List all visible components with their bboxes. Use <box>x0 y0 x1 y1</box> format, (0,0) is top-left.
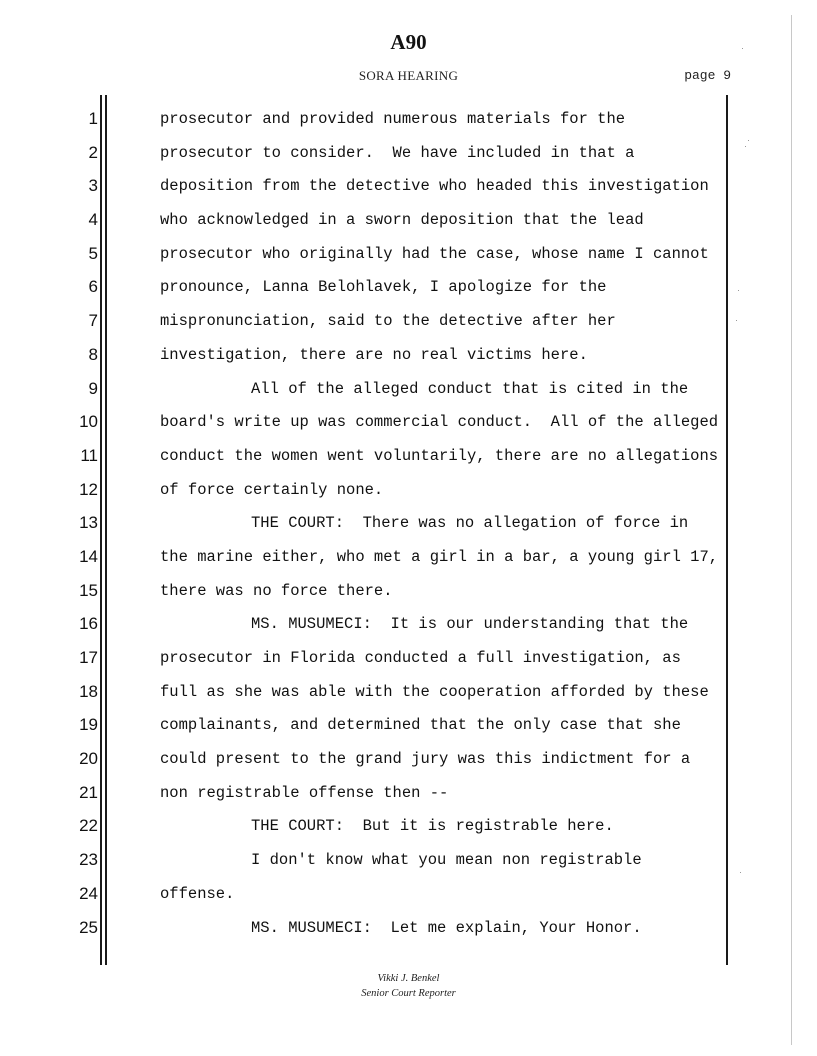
transcript-line: deposition from the detective who headed this investigation <box>160 177 709 196</box>
transcript-line: full as she was able with the cooperation afforded by these <box>160 682 709 701</box>
line-number: 2 <box>88 142 98 162</box>
line-number: 19 <box>79 715 98 735</box>
line-number: 16 <box>79 614 98 634</box>
line-number: 6 <box>88 277 98 297</box>
line-number: 13 <box>79 513 98 533</box>
court-reporter-name: Vikki J. Benkel <box>377 973 440 984</box>
transcript-line: the marine either, who met a girl in a bar, a young girl 17, <box>160 547 719 566</box>
transcript-line: pronounce, Lanna Belohlavek, I apologize for the <box>160 278 607 297</box>
line-number: 14 <box>79 546 98 566</box>
transcript-line: THE COURT: There was no allegation of force in <box>251 514 689 533</box>
transcript-line: MS. MUSUMECI: It is our understanding that the <box>251 615 689 634</box>
line-number: 7 <box>88 311 98 331</box>
transcript-line: prosecutor in Florida conducted a full investigation, as <box>160 649 681 667</box>
transcript-line: who acknowledged in a sworn deposition that the lead <box>160 211 644 230</box>
left-margin-rule-2 <box>105 95 107 965</box>
line-number: 18 <box>79 681 98 701</box>
scan-speck <box>740 872 741 873</box>
scan-speck <box>745 146 746 147</box>
transcript-line: THE COURT: But it is registrable here. <box>251 817 614 836</box>
line-number: 22 <box>79 816 98 836</box>
transcript-line: could present to the grand jury was this indictment for a <box>160 750 691 769</box>
line-number: 15 <box>79 580 98 600</box>
page-header-title: SORA HEARING <box>358 68 459 83</box>
court-reporter-title: Senior Court Reporter <box>361 988 456 999</box>
scan-speck <box>748 140 749 141</box>
line-number: 23 <box>79 850 98 870</box>
line-number: 20 <box>79 749 98 769</box>
transcript-line: offense. <box>160 884 235 903</box>
line-number: 1 <box>88 109 98 128</box>
line-number: 10 <box>79 412 98 432</box>
transcript-body <box>160 107 740 949</box>
transcript-line: prosecutor and provided numerous materials for the <box>160 110 626 128</box>
transcript-line: of force certainly none. <box>160 480 384 499</box>
document-id: A90 <box>390 30 427 54</box>
transcript-line: prosecutor who originally had the case, whose name I cannot <box>160 244 709 263</box>
page-edge-line <box>791 15 792 1045</box>
left-margin-rule-1 <box>100 95 102 965</box>
line-number: 25 <box>79 917 98 937</box>
line-number: 12 <box>79 479 98 499</box>
transcript-line: non registrable offense then -- <box>160 783 449 802</box>
line-number: 9 <box>88 378 98 398</box>
line-number: 3 <box>88 176 98 196</box>
line-number: 24 <box>79 883 98 903</box>
line-number-column <box>58 107 98 949</box>
line-number: 17 <box>79 648 98 667</box>
line-number: 8 <box>88 344 98 364</box>
transcript-line: I don't know what you mean non registrable <box>251 851 642 870</box>
transcript-line: complainants, and determined that the only case that she <box>160 716 681 735</box>
transcript-line: conduct the women went voluntarily, there are no allegations <box>160 446 719 465</box>
transcript-line: there was no force there. <box>160 581 393 600</box>
scan-speck <box>742 48 743 49</box>
transcript-line: prosecutor to consider. We have included in that a <box>160 143 635 162</box>
line-number: 11 <box>80 445 98 465</box>
transcript-line: All of the alleged conduct that is cited in the <box>251 379 689 398</box>
transcript-line: mispronunciation, said to the detective after her <box>160 312 616 331</box>
transcript-line: board's write up was commercial conduct. All of the alleged <box>160 413 719 432</box>
line-number: 21 <box>79 782 98 802</box>
line-number: 4 <box>88 210 98 230</box>
transcript-line: MS. MUSUMECI: Let me explain, Your Honor. <box>251 918 642 937</box>
line-number: 5 <box>88 243 98 263</box>
transcript-line: investigation, there are no real victims here. <box>160 345 588 364</box>
page-number-label: page 9 <box>684 68 731 83</box>
